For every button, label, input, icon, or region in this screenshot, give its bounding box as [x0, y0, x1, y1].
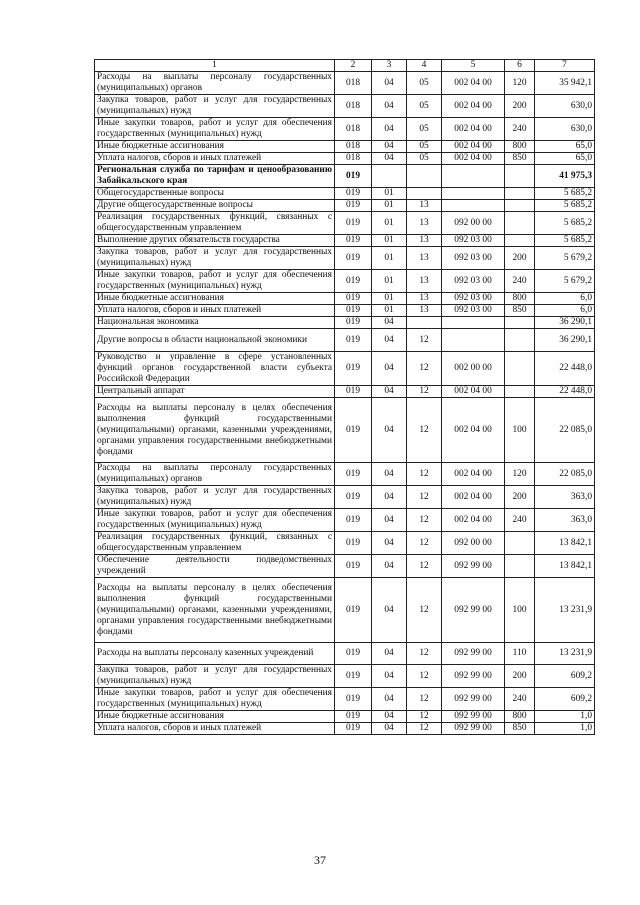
- row-name-cell: Выполнение других обязательств государства: [95, 235, 335, 247]
- row-name-cell: Иные закупки товаров, работ и услуг для обеспечения государственных (муниципальных) нужд: [95, 509, 335, 532]
- table-row: [95, 398, 595, 463]
- row-c5-cell: 092 99 00: [442, 723, 505, 735]
- row-c3-cell: 04: [372, 141, 407, 153]
- row-c2-cell: 019: [335, 317, 372, 329]
- table-row: [95, 153, 595, 165]
- row-c7-cell: 22 085,0: [535, 463, 595, 486]
- row-c5-cell: 002 04 00: [442, 509, 505, 532]
- row-c5-cell: 092 99 00: [442, 711, 505, 723]
- table-row: [95, 555, 595, 578]
- row-c4-cell: 12: [407, 665, 442, 688]
- row-c5-cell: 092 03 00: [442, 305, 505, 317]
- row-c2-cell: 018: [335, 141, 372, 153]
- table-row: [95, 329, 595, 352]
- row-c7-cell: 41 975,3: [535, 165, 595, 188]
- row-c4-cell: 13: [407, 270, 442, 293]
- row-c2-cell: 018: [335, 153, 372, 165]
- row-c7-cell: 5 685,2: [535, 200, 595, 212]
- row-c2-cell: 019: [335, 235, 372, 247]
- row-c5-cell: 002 04 00: [442, 386, 505, 398]
- row-c5-cell: 092 03 00: [442, 247, 505, 270]
- row-name-cell: Уплата налогов, сборов и иных платежей: [95, 723, 335, 735]
- table-row: [95, 665, 595, 688]
- table-row: [95, 386, 595, 398]
- row-c3-cell: 04: [372, 153, 407, 165]
- table-row: [95, 270, 595, 293]
- row-c5-cell: 092 99 00: [442, 555, 505, 578]
- row-c4-cell: 05: [407, 141, 442, 153]
- row-c6-cell: [505, 386, 535, 398]
- row-c2-cell: 019: [335, 578, 372, 643]
- row-c6-cell: 200: [505, 486, 535, 509]
- row-c5-cell: 092 99 00: [442, 643, 505, 665]
- row-c5-cell: 002 04 00: [442, 398, 505, 463]
- table-row: [95, 352, 595, 386]
- row-c6-cell: 240: [505, 688, 535, 711]
- table-row: [95, 317, 595, 329]
- row-c2-cell: 018: [335, 95, 372, 118]
- column-header: 4: [407, 60, 442, 72]
- row-c4-cell: 13: [407, 235, 442, 247]
- row-name-cell: Руководство и управление в сфере установленных функций органов государственной власти субъекта Российской Федерации: [95, 352, 335, 386]
- row-c5-cell: 092 03 00: [442, 270, 505, 293]
- row-c3-cell: 01: [372, 235, 407, 247]
- row-c3-cell: 04: [372, 688, 407, 711]
- budget-table: [94, 59, 595, 735]
- row-c4-cell: [407, 317, 442, 329]
- row-c2-cell: 019: [335, 200, 372, 212]
- row-c4-cell: [407, 165, 442, 188]
- row-c7-cell: 22 085,0: [535, 398, 595, 463]
- row-c5-cell: 092 03 00: [442, 235, 505, 247]
- table-row: [95, 188, 595, 200]
- row-c7-cell: 13 231,9: [535, 578, 595, 643]
- row-name-cell: Реализация государственных функций, связанных с общегосударственным управлением: [95, 532, 335, 555]
- row-c6-cell: 850: [505, 723, 535, 735]
- table-row: [95, 711, 595, 723]
- row-c7-cell: 1,0: [535, 723, 595, 735]
- row-c7-cell: 363,0: [535, 486, 595, 509]
- row-c3-cell: 01: [372, 212, 407, 235]
- row-c4-cell: 05: [407, 95, 442, 118]
- row-c3-cell: 04: [372, 72, 407, 95]
- row-c6-cell: 100: [505, 578, 535, 643]
- row-name-cell: Иные закупки товаров, работ и услуг для обеспечения государственных (муниципальных) нужд: [95, 688, 335, 711]
- row-c2-cell: 019: [335, 643, 372, 665]
- table-row: [95, 165, 595, 188]
- row-c6-cell: 120: [505, 72, 535, 95]
- row-name-cell: Иные закупки товаров, работ и услуг для обеспечения государственных (муниципальных) нужд: [95, 270, 335, 293]
- row-c6-cell: [505, 555, 535, 578]
- row-name-cell: Реализация государственных функций, связанных с общегосударственным управлением: [95, 212, 335, 235]
- row-c2-cell: 019: [335, 532, 372, 555]
- table-row: [95, 578, 595, 643]
- row-name-cell: Национальная экономика: [95, 317, 335, 329]
- row-c2-cell: 019: [335, 723, 372, 735]
- row-c7-cell: 5 685,2: [535, 212, 595, 235]
- row-c4-cell: 12: [407, 398, 442, 463]
- table-row: [95, 532, 595, 555]
- row-c4-cell: 12: [407, 386, 442, 398]
- row-c7-cell: 1,0: [535, 711, 595, 723]
- row-c7-cell: 609,2: [535, 665, 595, 688]
- column-header: 7: [535, 60, 595, 72]
- row-c7-cell: 630,0: [535, 118, 595, 141]
- row-c4-cell: 12: [407, 688, 442, 711]
- row-c6-cell: 850: [505, 153, 535, 165]
- row-c2-cell: 019: [335, 711, 372, 723]
- row-name-cell: Закупка товаров, работ и услуг для государственных (муниципальных) нужд: [95, 486, 335, 509]
- row-name-cell: Закупка товаров, работ и услуг для государственных (муниципальных) нужд: [95, 95, 335, 118]
- row-c5-cell: 002 04 00: [442, 141, 505, 153]
- row-c5-cell: 092 00 00: [442, 532, 505, 555]
- row-c4-cell: 05: [407, 118, 442, 141]
- row-c6-cell: 850: [505, 305, 535, 317]
- row-c3-cell: 04: [372, 665, 407, 688]
- table-row: [95, 723, 595, 735]
- row-c3-cell: 04: [372, 398, 407, 463]
- row-name-cell: Обеспечение деятельности подведомственных учреждений: [95, 555, 335, 578]
- row-c4-cell: 13: [407, 305, 442, 317]
- row-name-cell: Расходы на выплаты персоналу казенных учреждений: [95, 643, 335, 665]
- row-c7-cell: 5 679,2: [535, 270, 595, 293]
- row-c3-cell: 04: [372, 578, 407, 643]
- row-c4-cell: 12: [407, 352, 442, 386]
- row-c2-cell: 019: [335, 509, 372, 532]
- row-c2-cell: 019: [335, 212, 372, 235]
- row-name-cell: Общегосударственные вопросы: [95, 188, 335, 200]
- row-c2-cell: 019: [335, 270, 372, 293]
- row-c5-cell: 092 99 00: [442, 688, 505, 711]
- row-c5-cell: 002 04 00: [442, 95, 505, 118]
- row-name-cell: Другие общегосударственные вопросы: [95, 200, 335, 212]
- row-c7-cell: 13 842,1: [535, 532, 595, 555]
- table-row: [95, 212, 595, 235]
- table-row: [95, 118, 595, 141]
- row-c3-cell: 04: [372, 329, 407, 352]
- row-c3-cell: 04: [372, 463, 407, 486]
- row-c5-cell: [442, 200, 505, 212]
- row-c4-cell: 12: [407, 555, 442, 578]
- row-name-cell: Иные бюджетные ассигнования: [95, 293, 335, 305]
- row-c6-cell: [505, 212, 535, 235]
- row-c4-cell: 12: [407, 578, 442, 643]
- row-name-cell: Расходы на выплаты персоналу государственных (муниципальных) органов: [95, 463, 335, 486]
- row-c2-cell: 019: [335, 247, 372, 270]
- row-c6-cell: 240: [505, 118, 535, 141]
- row-name-cell: Другие вопросы в области национальной экономики: [95, 329, 335, 352]
- table-row: [95, 643, 595, 665]
- row-c7-cell: 6,0: [535, 305, 595, 317]
- row-c7-cell: 5 685,2: [535, 235, 595, 247]
- row-c7-cell: 22 448,0: [535, 352, 595, 386]
- row-c3-cell: 04: [372, 643, 407, 665]
- row-c6-cell: 200: [505, 247, 535, 270]
- row-c6-cell: 800: [505, 141, 535, 153]
- row-c4-cell: 12: [407, 532, 442, 555]
- row-c3-cell: 04: [372, 711, 407, 723]
- row-c7-cell: 609,2: [535, 688, 595, 711]
- row-c2-cell: 018: [335, 118, 372, 141]
- row-c2-cell: 019: [335, 305, 372, 317]
- row-c4-cell: 12: [407, 509, 442, 532]
- row-c4-cell: 12: [407, 723, 442, 735]
- column-header: 2: [335, 60, 372, 72]
- row-c5-cell: 002 04 00: [442, 72, 505, 95]
- row-c2-cell: 018: [335, 72, 372, 95]
- row-c7-cell: 13 231,9: [535, 643, 595, 665]
- page-number: 37: [314, 853, 326, 867]
- table-row: [95, 688, 595, 711]
- row-c7-cell: 13 842,1: [535, 555, 595, 578]
- row-c3-cell: 04: [372, 486, 407, 509]
- table-header-row: [95, 60, 595, 72]
- row-c6-cell: [505, 317, 535, 329]
- row-c5-cell: 092 03 00: [442, 293, 505, 305]
- row-c4-cell: 13: [407, 212, 442, 235]
- row-c2-cell: 019: [335, 386, 372, 398]
- row-name-cell: Иные бюджетные ассигнования: [95, 711, 335, 723]
- row-c3-cell: 01: [372, 247, 407, 270]
- row-c2-cell: 019: [335, 665, 372, 688]
- table-row: [95, 72, 595, 95]
- row-name-cell: Уплата налогов, сборов и иных платежей: [95, 305, 335, 317]
- row-c3-cell: 01: [372, 293, 407, 305]
- row-c5-cell: 002 04 00: [442, 486, 505, 509]
- row-c5-cell: [442, 317, 505, 329]
- row-c3-cell: 04: [372, 723, 407, 735]
- row-c2-cell: 019: [335, 398, 372, 463]
- row-c5-cell: [442, 188, 505, 200]
- row-c6-cell: [505, 165, 535, 188]
- row-c2-cell: 019: [335, 688, 372, 711]
- row-c7-cell: 363,0: [535, 509, 595, 532]
- row-c5-cell: 002 04 00: [442, 153, 505, 165]
- row-c4-cell: 05: [407, 72, 442, 95]
- row-c3-cell: 04: [372, 509, 407, 532]
- row-c3-cell: 04: [372, 118, 407, 141]
- row-c4-cell: [407, 188, 442, 200]
- row-name-cell: Закупка товаров, работ и услуг для государственных (муниципальных) нужд: [95, 665, 335, 688]
- row-c5-cell: 002 04 00: [442, 463, 505, 486]
- row-c4-cell: 12: [407, 711, 442, 723]
- column-header: 1: [95, 60, 335, 72]
- row-c6-cell: 800: [505, 293, 535, 305]
- row-c7-cell: 5 679,2: [535, 247, 595, 270]
- table-row: [95, 293, 595, 305]
- row-c2-cell: 019: [335, 352, 372, 386]
- row-c2-cell: 019: [335, 293, 372, 305]
- table-row: [95, 463, 595, 486]
- row-name-cell: Центральный аппарат: [95, 386, 335, 398]
- row-c5-cell: [442, 329, 505, 352]
- row-c7-cell: 630,0: [535, 95, 595, 118]
- row-c4-cell: 13: [407, 247, 442, 270]
- table-row: [95, 305, 595, 317]
- table-row: [95, 509, 595, 532]
- row-c3-cell: 04: [372, 352, 407, 386]
- row-c4-cell: 05: [407, 153, 442, 165]
- row-c4-cell: 12: [407, 643, 442, 665]
- row-name-cell: Закупка товаров, работ и услуг для государственных (муниципальных) нужд: [95, 247, 335, 270]
- row-c4-cell: 13: [407, 293, 442, 305]
- table-row: [95, 141, 595, 153]
- row-c2-cell: 019: [335, 463, 372, 486]
- row-c2-cell: 019: [335, 329, 372, 352]
- row-c4-cell: 12: [407, 486, 442, 509]
- row-name-cell: Расходы на выплаты персоналу в целях обеспечения выполнения функций государственными (муниципальными) органами, казенными учреждениями, органами управления государственными внебюджетными фондами: [95, 578, 335, 643]
- column-header: 5: [442, 60, 505, 72]
- row-c7-cell: 65,0: [535, 141, 595, 153]
- row-c4-cell: 12: [407, 463, 442, 486]
- row-c3-cell: 04: [372, 95, 407, 118]
- row-c3-cell: 01: [372, 200, 407, 212]
- row-c6-cell: [505, 200, 535, 212]
- row-c7-cell: 36 290,1: [535, 317, 595, 329]
- column-header: 6: [505, 60, 535, 72]
- row-c3-cell: 01: [372, 270, 407, 293]
- row-name-cell: Расходы на выплаты персоналу государственных (муниципальных) органов: [95, 72, 335, 95]
- table-body: [95, 72, 595, 735]
- row-c2-cell: 019: [335, 555, 372, 578]
- row-c3-cell: 01: [372, 188, 407, 200]
- row-c3-cell: [372, 165, 407, 188]
- table-row: [95, 200, 595, 212]
- row-c3-cell: 04: [372, 317, 407, 329]
- row-c3-cell: 04: [372, 386, 407, 398]
- row-c5-cell: [442, 165, 505, 188]
- row-c6-cell: 100: [505, 398, 535, 463]
- row-c2-cell: 019: [335, 486, 372, 509]
- row-name-cell: Региональная служба по тарифам и ценообразованию Забайкальского края: [95, 165, 335, 188]
- row-c6-cell: 120: [505, 463, 535, 486]
- row-c2-cell: 019: [335, 188, 372, 200]
- row-c6-cell: 240: [505, 509, 535, 532]
- row-c6-cell: [505, 352, 535, 386]
- row-name-cell: Иные закупки товаров, работ и услуг для обеспечения государственных (муниципальных) нужд: [95, 118, 335, 141]
- row-name-cell: Расходы на выплаты персоналу в целях обеспечения выполнения функций государственными (муниципальными) органами, казенными учреждениями, органами управления государственными внебюджетными фондами: [95, 398, 335, 463]
- row-c3-cell: 04: [372, 555, 407, 578]
- row-c6-cell: 240: [505, 270, 535, 293]
- row-name-cell: Иные бюджетные ассигнования: [95, 141, 335, 153]
- row-c6-cell: 110: [505, 643, 535, 665]
- row-c6-cell: 200: [505, 665, 535, 688]
- row-c6-cell: 200: [505, 95, 535, 118]
- row-c5-cell: 092 00 00: [442, 212, 505, 235]
- row-c7-cell: 6,0: [535, 293, 595, 305]
- row-c3-cell: 04: [372, 532, 407, 555]
- row-c6-cell: [505, 235, 535, 247]
- row-c7-cell: 5 685,2: [535, 188, 595, 200]
- table-row: [95, 235, 595, 247]
- row-c7-cell: 65,0: [535, 153, 595, 165]
- table-row: [95, 247, 595, 270]
- row-c2-cell: 019: [335, 165, 372, 188]
- row-c5-cell: 092 99 00: [442, 578, 505, 643]
- row-c5-cell: 092 99 00: [442, 665, 505, 688]
- row-name-cell: Уплата налогов, сборов и иных платежей: [95, 153, 335, 165]
- row-c3-cell: 01: [372, 305, 407, 317]
- row-c6-cell: [505, 188, 535, 200]
- row-c4-cell: 12: [407, 329, 442, 352]
- row-c5-cell: 002 00 00: [442, 352, 505, 386]
- table-row: [95, 486, 595, 509]
- table-row: [95, 95, 595, 118]
- row-c6-cell: 800: [505, 711, 535, 723]
- row-c6-cell: [505, 329, 535, 352]
- row-c7-cell: 35 942,1: [535, 72, 595, 95]
- row-c6-cell: [505, 532, 535, 555]
- row-c7-cell: 22 448,0: [535, 386, 595, 398]
- column-header: 3: [372, 60, 407, 72]
- row-c4-cell: 13: [407, 200, 442, 212]
- row-c5-cell: 002 04 00: [442, 118, 505, 141]
- row-c7-cell: 36 290,1: [535, 329, 595, 352]
